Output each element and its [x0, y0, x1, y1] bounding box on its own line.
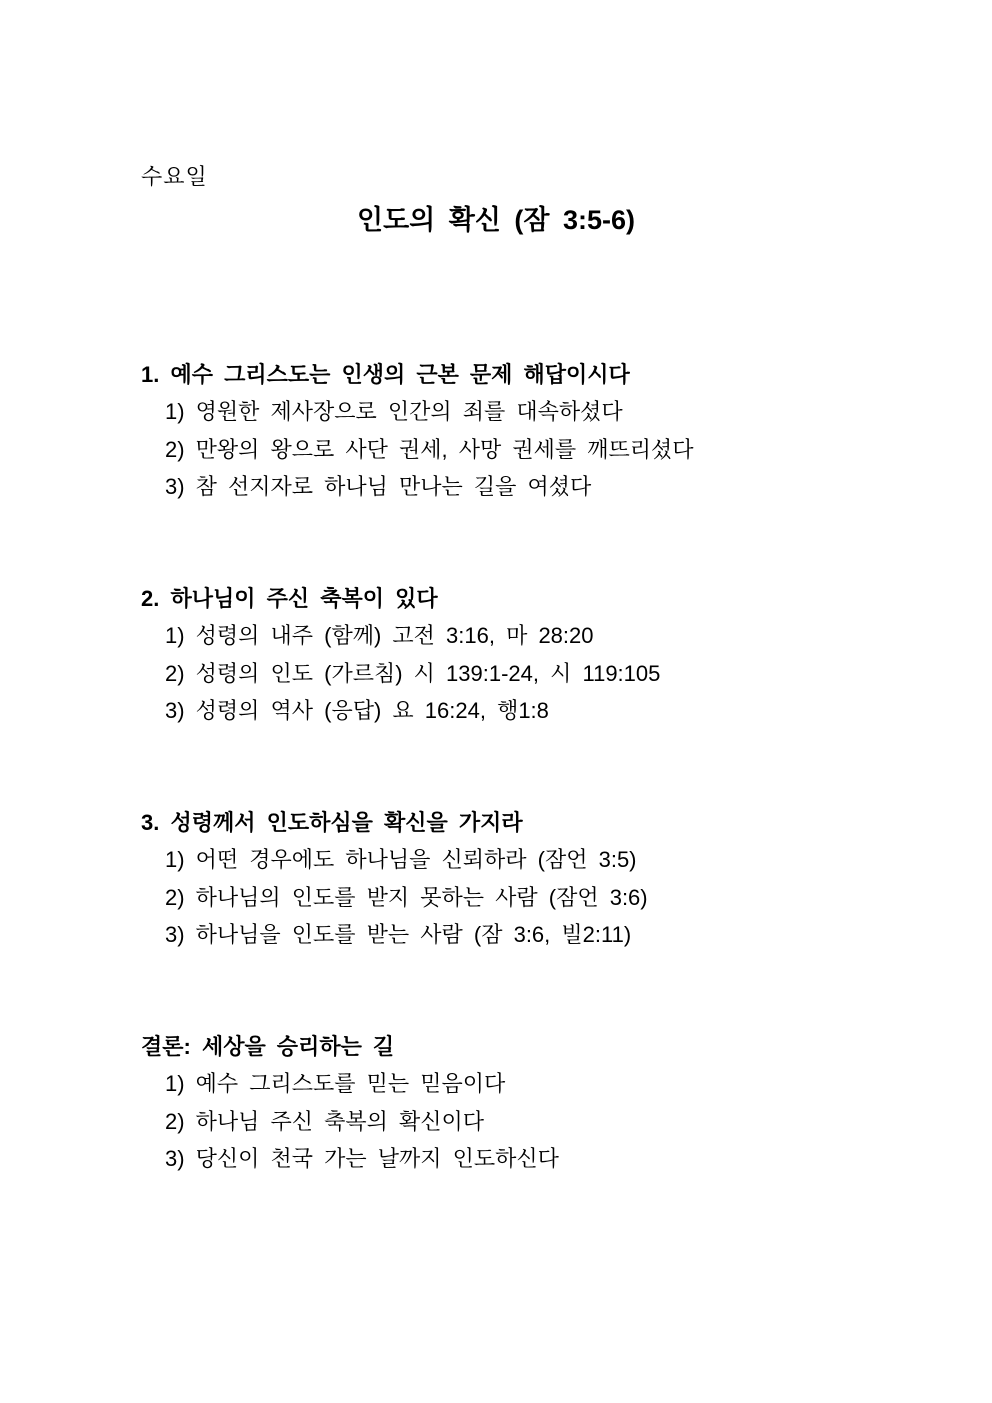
- list-item: 2) 만왕의 왕으로 사단 권세, 사망 권세를 깨뜨리셨다: [165, 436, 694, 462]
- list-item: 3) 하나님을 인도를 받는 사람 (잠 3:6, 빌2:11): [165, 922, 632, 947]
- list-item: 2) 성령의 인도 (가르침) 시 139:1-24, 시 119:105: [165, 660, 661, 686]
- section-heading: 2. 하나님이 주신 축복이 있다: [141, 586, 438, 611]
- list-item: 2) 하나님의 인도를 받지 못하는 사람 (잠언 3:6): [165, 884, 648, 910]
- day-label: 수요일: [141, 164, 208, 189]
- sermon-title: 인도의 확신 (잠 3:5-6): [356, 205, 635, 235]
- section-conclusion: [141, 1028, 941, 1178]
- list-item: 1) 예수 그리스도를 믿는 믿음이다: [165, 1071, 506, 1096]
- section-heading: 3. 성령께서 인도하심을 확신을 가지라: [141, 810, 523, 835]
- list-item: 3) 참 선지자로 하나님 만나는 길을 여셨다: [165, 474, 592, 499]
- section-heading: 결론: 세상을 승리하는 길: [141, 1034, 395, 1059]
- list-item: 3) 성령의 역사 (응답) 요 16:24, 행1:8: [165, 698, 549, 723]
- list-item: 1) 영원한 제사장으로 인간의 죄를 대속하셨다: [165, 399, 623, 424]
- list-item: 2) 하나님 주신 축복의 확신이다: [165, 1108, 485, 1134]
- section-1: [141, 356, 941, 506]
- list-item: 3) 당신이 천국 가는 날까지 인도하신다: [165, 1146, 559, 1171]
- section-heading: 1. 예수 그리스도는 인생의 근본 문제 해답이시다: [141, 362, 630, 387]
- section-2: [141, 580, 941, 730]
- list-item: 1) 성령의 내주 (함께) 고전 3:16, 마 28:20: [165, 623, 594, 648]
- section-3: [141, 804, 941, 954]
- list-item: 1) 어떤 경우에도 하나님을 신뢰하라 (잠언 3:5): [165, 847, 637, 872]
